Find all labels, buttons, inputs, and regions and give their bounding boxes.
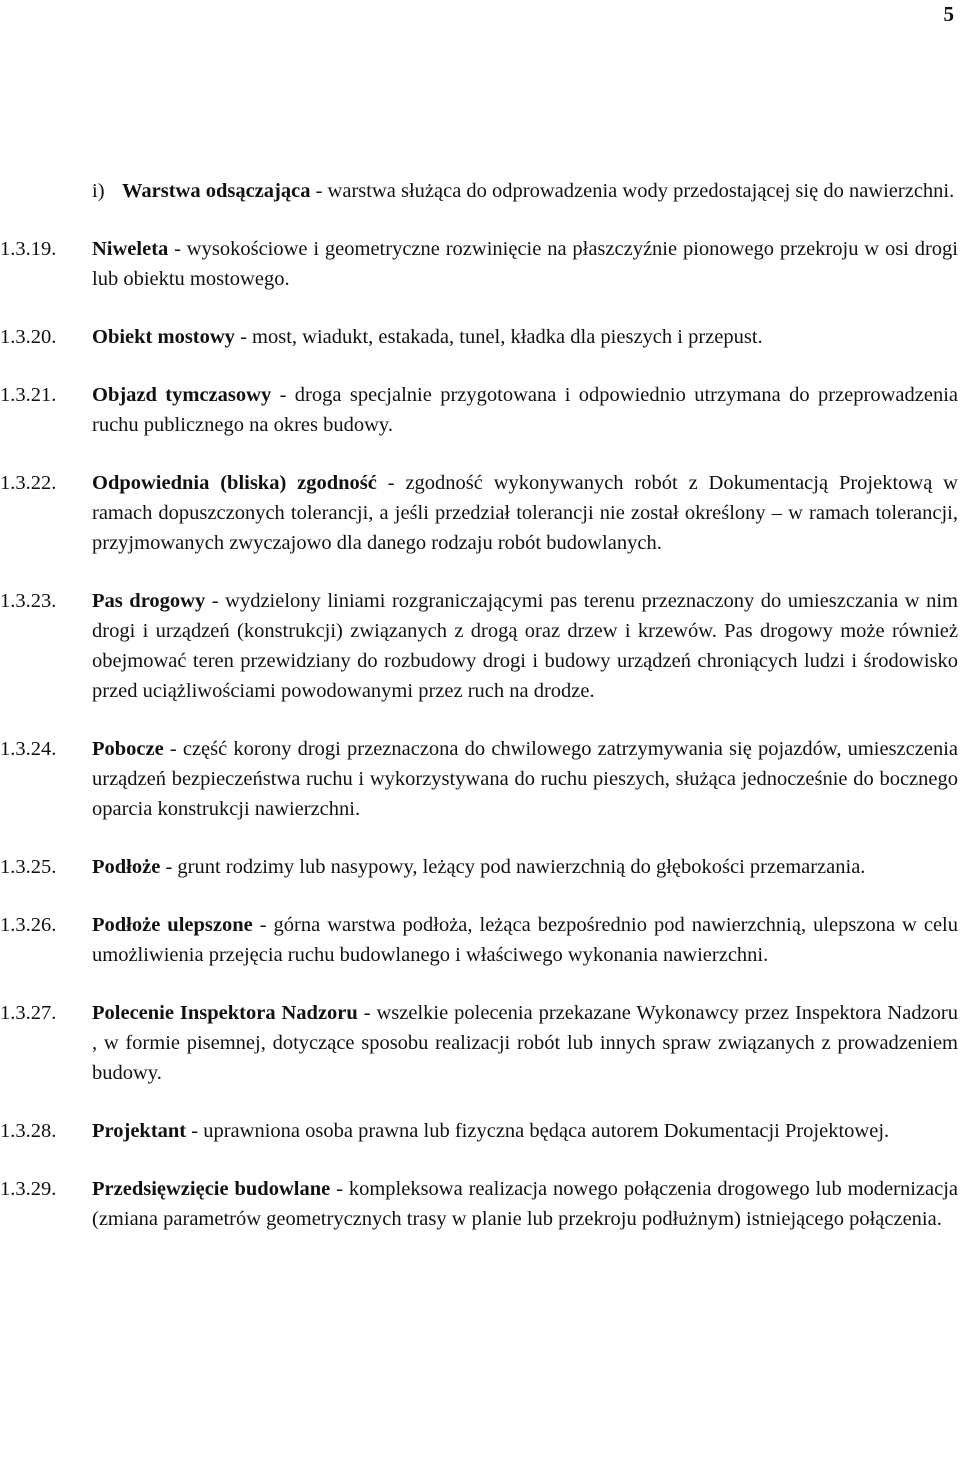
definition-text: - uprawniona osoba prawna lub fizyczna będąca autorem Dokumentacji Projektowej. (186, 1120, 890, 1142)
definition-number: 1.3.19. (0, 238, 57, 260)
definition-term: Przedsięwzięcie budowlane (92, 1178, 331, 1200)
definition-1-3-26 (0, 910, 960, 970)
definition-number: 1.3.20. (0, 326, 57, 348)
definition-term: Podłoże (92, 856, 161, 878)
definition-text: - droga specjalnie przygotowana i odpowiednio utrzymana do przeprowadzenia ruchu publicznego na okres budowy. (92, 384, 958, 436)
definition-term: Obiekt mostowy (92, 326, 235, 348)
definition-text: - warstwa służąca do odprowadzenia wody przedostającej się do nawierzchni. (310, 180, 955, 202)
definition-body (92, 1174, 958, 1234)
definition-text: - most, wiadukt, estakada, tunel, kładka dla pieszych i przepust. (234, 326, 763, 348)
definition-body (92, 998, 958, 1088)
definition-body (92, 380, 958, 440)
definition-term: Niweleta (92, 238, 169, 260)
definition-number: 1.3.28. (0, 1120, 57, 1142)
definition-number: 1.3.23. (0, 590, 57, 612)
definition-text: - część korony drogi przeznaczona do chwilowego zatrzymywania się pojazdów, umieszczenia urządzeń bezpieczeństwa ruchu i wykorzystywana do ruchu pieszych, służąca jednocześnie do bocznego oparcia konstrukcji nawierzchni. (92, 738, 958, 820)
definition-number: 1.3.27. (0, 1002, 57, 1024)
definition-1-3-28 (0, 1116, 960, 1146)
definition-1-3-23 (0, 586, 960, 706)
definition-number: 1.3.22. (0, 472, 57, 494)
definition-1-3-29 (0, 1174, 960, 1234)
item-prefix: i) (92, 180, 105, 202)
definition-term: Warstwa odsączająca (122, 180, 311, 202)
definition-body (92, 734, 958, 824)
definition-text: - wysokościowe i geometryczne rozwinięcie na płaszczyźnie pionowego przekroju w osi drogi lub obiektu mostowego. (92, 238, 958, 290)
definition-1-3-24 (0, 734, 960, 824)
definition-body (92, 234, 958, 294)
definition-number: 1.3.24. (0, 738, 57, 760)
definition-text: - grunt rodzimy lub nasypowy, leżący pod nawierzchnią do głębokości przemarzania. (160, 856, 866, 878)
definition-number: 1.3.26. (0, 914, 57, 936)
definition-1-3-27 (0, 998, 960, 1088)
definition-1-3-19 (0, 234, 960, 294)
definition-term: Polecenie Inspektora Nadzoru (92, 1002, 358, 1024)
definition-number: 1.3.25. (0, 856, 57, 878)
definition-term: Pas drogowy (92, 590, 206, 612)
definition-term: Objazd tymczasowy (92, 384, 272, 406)
definition-term: Odpowiednia (bliska) zgodność (92, 472, 377, 494)
definition-text: - kompleksowa realizacja nowego połączenia drogowego lub modernizacja (zmiana parametrów geometrycznych trasy w planie lub przekroju podłużnym) istniejącego połączenia. (92, 1178, 959, 1230)
definition-text: - zgodność wykonywanych robót z Dokumentacją Projektową w ramach dopuszczonych tolerancji, a jeśli przedział tolerancji nie został określony – w ramach tolerancji, przyjmowanych zwyczajowo dla danego rodzaju robót budowlanych. (92, 472, 958, 554)
definition-body (92, 468, 958, 558)
definition-term: Podłoże ulepszone (92, 914, 253, 936)
definition-term: Pobocze (92, 738, 164, 760)
definition-text: - wydzielony liniami rozgraniczającymi pas terenu przeznaczony do umieszczania w nim drogi i urządzeń (konstrukcji) związanych z drogą oraz drzew i krzewów. Pas drogowy może również obejmować teren przewidziany do rozbudowy drogi i budowy urządzeń chroniących ludzi i środowisko przed uciążliwościami powodowanymi przez ruch na drodze. (92, 590, 958, 702)
definition-1-3-21 (0, 380, 960, 440)
definition-text: - górna warstwa podłoża, leżąca bezpośrednio pod nawierzchnią, ulepszona w celu umożliwienia przejęcia ruchu budowlanego i właściwego wykonania nawierzchni. (92, 914, 958, 966)
page-number: 5 (943, 2, 954, 26)
definition-body (92, 586, 958, 706)
definition-body (92, 322, 958, 352)
definition-number: 1.3.21. (0, 384, 57, 406)
definition-term: Projektant (92, 1120, 187, 1142)
definition-body (92, 910, 958, 970)
definition-body (92, 852, 958, 882)
definition-1-3-22 (0, 468, 960, 558)
definition-item-i (92, 176, 958, 206)
definition-number: 1.3.29. (0, 1178, 57, 1200)
definition-1-3-20 (0, 322, 960, 352)
definition-body (92, 1116, 958, 1146)
definition-1-3-25 (0, 852, 960, 882)
definitions-list (0, 176, 960, 1234)
definition-text: - wszelkie polecenia przekazane Wykonawcy przez Inspektora Nadzoru , w formie pisemnej, dotyczące sposobu realizacji robót lub innych spraw związanych z prowadzeniem budowy. (92, 1002, 958, 1084)
